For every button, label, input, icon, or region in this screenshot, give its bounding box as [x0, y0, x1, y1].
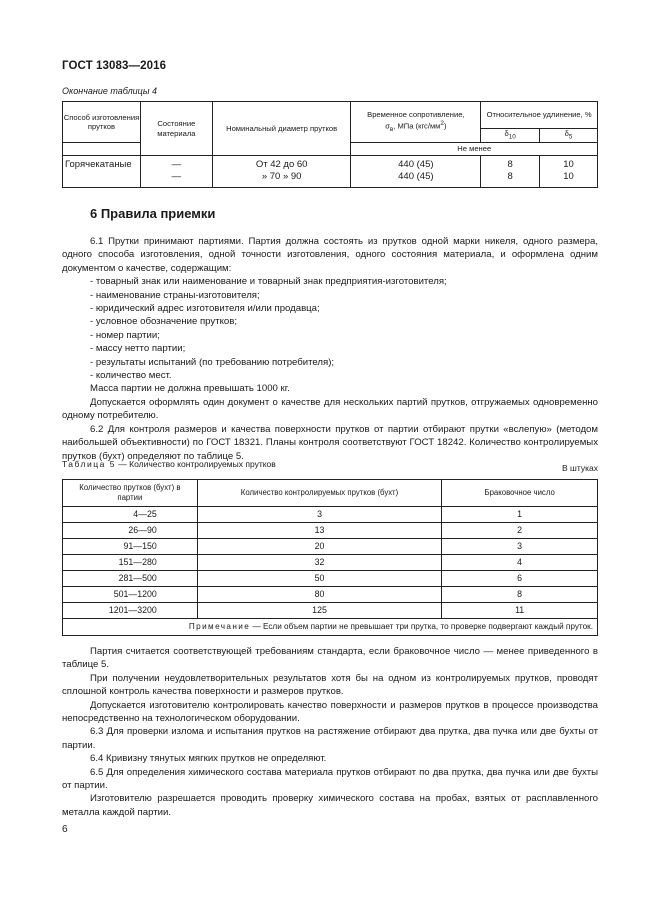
table-row: 26—90 13 2 [63, 523, 598, 539]
t4-header-strength: Временное сопротивление, $\sigma_в$, МПа $(кгс/мм^2)$ [351, 102, 481, 143]
table5-note: Примечание — Если объем партии не превышает три прутка, то проверке подвергают каждый пруток. [63, 619, 598, 636]
t4-cell-diameter: От 42 до 60 » 70 » 90 [212, 156, 351, 188]
document-header: ГОСТ 13083—2016 [62, 60, 167, 72]
list-item: - юридический адрес изготовителя и/или продавца; [90, 303, 320, 315]
t4-header-state: Состояние материала [140, 102, 212, 156]
list-item: - результаты испытаний (по требованию потребителя); [90, 356, 335, 368]
t4-header-delta10: $\delta_{10}$ [481, 129, 540, 143]
paragraph-conformity: Партия считается соответствующей требованиям стандарта, если браковочное число — менее приведенного в таблице 5. [62, 646, 598, 671]
paragraph-6-2: 6.2 Для контроля размеров и качества поверхности прутков от партии отбирают прутки «вслепую» (методом наибольшей объективности) по ГОСТ 18321. Планы контроля соответствуют ГОСТ 18242. Количество контролируемых прутков (бухт) определяют по таблице 5. [62, 423, 598, 462]
list-item: - условное обозначение прутков; [90, 316, 238, 328]
table-4 [62, 101, 598, 188]
list-item: - массу нетто партии; [90, 343, 186, 355]
t4-cell-d5: 10 10 [540, 156, 598, 188]
table-row: 4—25 3 1 [63, 507, 598, 523]
paragraph-mass: Масса партии не должна превышать 1000 кг. [90, 383, 290, 395]
list-item: - наименование страны-изготовителя; [90, 289, 260, 301]
paragraph-6-4: 6.4 Кривизну тянутых мягких прутков не определяют. [90, 753, 327, 765]
table-row: 501—1200 80 8 [63, 587, 598, 603]
paragraph-melt-check: Изготовителю разрешается проводить проверку химического состава на пробах, взятых от расплавленного металла каждой партии. [62, 793, 598, 818]
table5-units: В штуках [562, 463, 598, 473]
t4-header-elongation: Относительное удлинение, % [481, 102, 598, 129]
t4-header-not-less: Не менее [351, 143, 598, 156]
t4-cell-d10: 8 8 [481, 156, 540, 188]
list-item: - количество мест. [90, 370, 172, 382]
table-row: 281—500 50 6 [63, 571, 598, 587]
t4-row-method: Горячекатаные [63, 156, 141, 188]
table-row: 91—150 20 3 [63, 539, 598, 555]
t4-header-empty [63, 143, 141, 156]
t4-cell-state: — — [140, 156, 212, 188]
list-item: - номер партии; [90, 329, 160, 341]
paragraph-6-3: 6.3 Для проверки излома и испытания прутков на растяжение отбирают два прутка, два пучка или две бухты от партии. [62, 726, 598, 751]
table-row: 1201—3200 125 11 [63, 603, 598, 619]
t5-header-checked: Количество контролируемых прутков (бухт) [197, 480, 441, 507]
t4-header-diameter: Номинальный диаметр прутков [212, 102, 351, 156]
paragraph-unsatisfactory: При получении неудовлетворительных результатов хотя бы на одном из контролируемых прутков, проводят сплошной контроль качества поверхности и размеров прутков. [62, 672, 598, 698]
t4-cell-strength: 440 (45) 440 (45) [351, 156, 481, 188]
section-title: 6 Правила приемки [90, 206, 216, 221]
paragraph-6-5: 6.5 Для определения химического состава материала прутков отбирают по два прутка, два пучка или две бухты от партии. [62, 766, 598, 792]
t5-header-reject: Браковочное число [442, 480, 598, 507]
section-body-after [62, 645, 598, 819]
paragraph-6-1: 6.1 Прутки принимают партиями. Партия должна состоять из прутков одной марки никеля, одного размера, одного способа изготовления, одной точности изготовления, одного состояния материала, и оформлена одним документом о качестве, содержащим: [62, 236, 598, 274]
paragraph-allowed: Допускается оформлять один документ о качестве для нескольких партий прутков, отгружаемых одновременно одному потребителю. [62, 396, 598, 422]
t5-header-lot: Количество прутков (бухт) в партии [63, 480, 198, 507]
list-item: - товарный знак или наименование и товарный знак предприятия-изготовителя; [90, 276, 447, 288]
page-number: 6 [62, 824, 68, 835]
table-5 [62, 479, 598, 636]
paragraph-process-control: Допускается изготовителю контролировать качество поверхности и размеров прутков в процессе производства непосредственно на технологическом оборудовании. [62, 699, 598, 725]
table-row: 151—280 32 4 [63, 555, 598, 571]
section-body [62, 235, 598, 463]
table5-caption: Таблица 5 — Количество контролируемых прутков [62, 459, 276, 469]
table4-caption: Окончание таблицы 4 [62, 86, 157, 96]
t4-header-delta5: $\delta_5$ [540, 129, 598, 143]
t4-header-method: Способ изготовления прутков [63, 102, 141, 143]
